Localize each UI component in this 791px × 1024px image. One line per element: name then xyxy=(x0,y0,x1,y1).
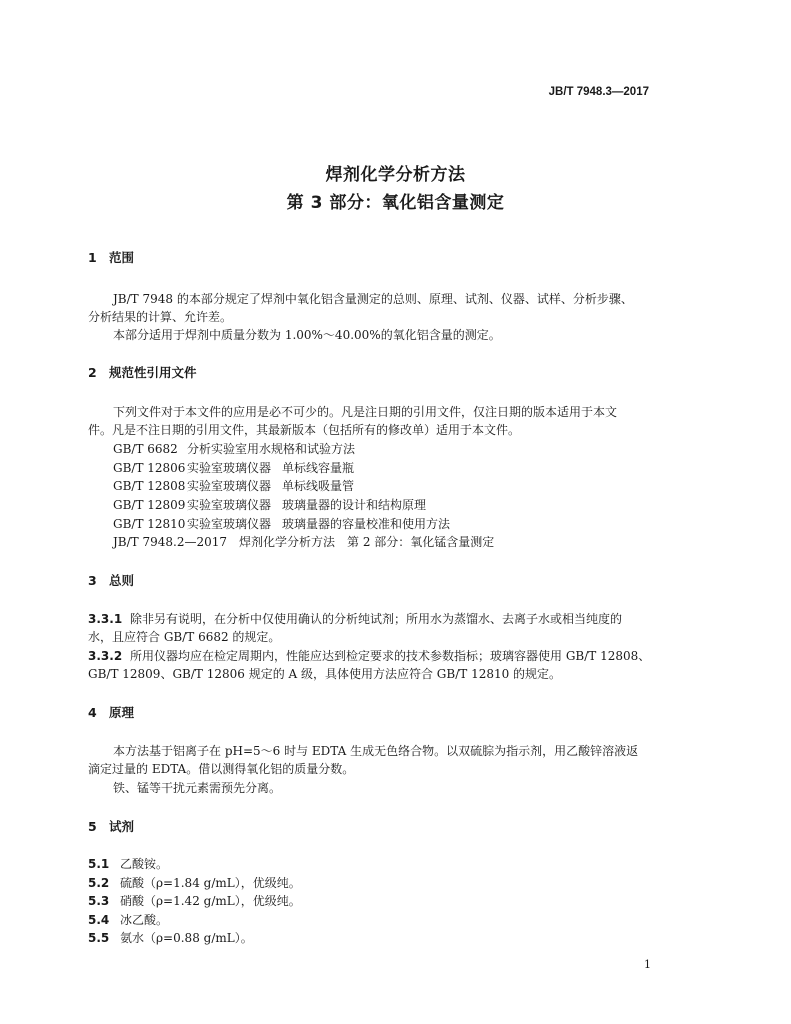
section-2-heading xyxy=(88,363,197,381)
scope-paragraph-1-line-2: 分析结果的计算、允许差。 xyxy=(88,310,233,324)
section-number: 5 xyxy=(88,819,97,834)
clause-3-3-2-line-2: GB/T 12809、GB/T 12806 规定的 A 级，具体使用方法应符合 GB/T 12810 的规定。 xyxy=(88,667,562,681)
reference-title: 分析实验室用水规格和试验方法 xyxy=(187,442,356,456)
normative-intro-line-2: 件。凡是不注日期的引用文件，其最新版本（包括所有的修改单）适用于本文件。 xyxy=(88,423,521,437)
principle-line-1: 本方法基于铝离子在 pH=5～6 时与 EDTA 生成无色络合物。以双硫腙为指示剂，用乙酸锌溶液返 xyxy=(113,744,639,758)
reference-subtitle: 玻璃量器的容量校准和使用方法 xyxy=(282,517,451,531)
reagent-item xyxy=(88,892,301,909)
section-3-heading xyxy=(88,571,134,589)
reagent-text: 硝酸（ρ=1.42 g/mL），优级纯。 xyxy=(120,894,301,908)
reagent-number: 5.3 xyxy=(88,894,110,908)
reference-code: GB/T 12808 xyxy=(113,479,186,493)
reagent-text: 冰乙酸。 xyxy=(120,913,169,927)
section-number: 2 xyxy=(88,365,97,380)
reagent-number: 5.5 xyxy=(88,931,110,945)
section-title: 规范性引用文件 xyxy=(109,365,197,380)
section-title: 范围 xyxy=(109,250,135,265)
reference-code: GB/T 6682 xyxy=(113,442,178,456)
clause-3-3-2-line-1 xyxy=(88,647,650,664)
clause-text: 除非另有说明，在分析中仅使用确认的分析纯试剂；所用水为蒸馏水、去离子水或相当纯度的 xyxy=(130,612,623,626)
clause-3-3-1-line-1 xyxy=(88,610,622,627)
clause-number: 3.3.1 xyxy=(88,612,123,626)
normative-intro-line-1: 下列文件对于本文件的应用是必不可少的。凡是注日期的引用文件，仅注日期的版本适用于本文 xyxy=(113,405,618,419)
reference-row xyxy=(113,440,355,457)
reagent-text: 氨水（ρ=0.88 g/mL）。 xyxy=(120,931,253,945)
clause-text: 所用仪器均应在检定周期内，性能应达到检定要求的技术参数指标；玻璃容器使用 GB/T 12808、 xyxy=(130,649,651,663)
page-number: 1 xyxy=(644,958,651,971)
principle-line-2: 滴定过量的 EDTA。借以测得氧化铝的质量分数。 xyxy=(88,762,355,776)
reagent-number: 5.2 xyxy=(88,876,110,890)
reference-row xyxy=(113,515,450,532)
reference-subtitle: 玻璃量器的设计和结构原理 xyxy=(282,498,427,512)
reference-subtitle: 单标线容量瓶 xyxy=(282,461,355,475)
reagent-number: 5.1 xyxy=(88,857,110,871)
clause-3-3-1-line-2: 水，且应符合 GB/T 6682 的规定。 xyxy=(88,630,281,644)
reagent-item xyxy=(88,855,168,872)
reference-title: 实验室玻璃仪器 xyxy=(187,479,272,493)
scope-paragraph-2: 本部分适用于焊剂中质量分数为 1.00%～40.00%的氧化铝含量的测定。 xyxy=(113,328,501,342)
principle-line-3: 铁、锰等干扰元素需预先分离。 xyxy=(113,781,282,795)
clause-number: 3.3.2 xyxy=(88,649,123,663)
reagent-item xyxy=(88,911,168,928)
section-number: 1 xyxy=(88,250,97,265)
section-number: 4 xyxy=(88,705,97,720)
standard-number: JB/T 7948.3—2017 xyxy=(548,86,649,98)
reagent-text: 硫酸（ρ=1.84 g/mL），优级纯。 xyxy=(120,876,301,890)
document-title-line2: 第 3 部分：氧化铝含量测定 xyxy=(286,193,505,213)
section-1-heading xyxy=(88,248,134,266)
reference-row-last: JB/T 7948.2—2017 焊剂化学分析方法 第 2 部分：氧化锰含量测定 xyxy=(113,535,495,549)
reference-code: GB/T 12810 xyxy=(113,517,186,531)
section-title: 原理 xyxy=(109,705,135,720)
section-5-heading xyxy=(88,817,134,835)
reference-code: GB/T 12809 xyxy=(113,498,186,512)
reagent-item xyxy=(88,874,301,891)
reference-row xyxy=(113,477,354,494)
reference-title: 实验室玻璃仪器 xyxy=(187,517,272,531)
section-4-heading xyxy=(88,703,134,721)
section-title: 试剂 xyxy=(109,819,135,834)
reference-row xyxy=(113,496,426,513)
reagent-number: 5.4 xyxy=(88,913,110,927)
reagent-item xyxy=(88,929,253,946)
section-title: 总则 xyxy=(109,573,135,588)
reference-row xyxy=(113,459,354,476)
reference-title: 实验室玻璃仪器 xyxy=(187,461,272,475)
scope-paragraph-1-line-1: JB/T 7948 的本部分规定了焊剂中氧化铝含量测定的总则、原理、试剂、仪器、试样、分析步骤、 xyxy=(113,292,633,306)
document-title-line1: 焊剂化学分析方法 xyxy=(325,165,466,185)
reagent-text: 乙酸铵。 xyxy=(120,857,169,871)
reference-subtitle: 单标线吸量管 xyxy=(282,479,355,493)
reference-title: 实验室玻璃仪器 xyxy=(187,498,272,512)
section-number: 3 xyxy=(88,573,97,588)
reference-code: GB/T 12806 xyxy=(113,461,186,475)
